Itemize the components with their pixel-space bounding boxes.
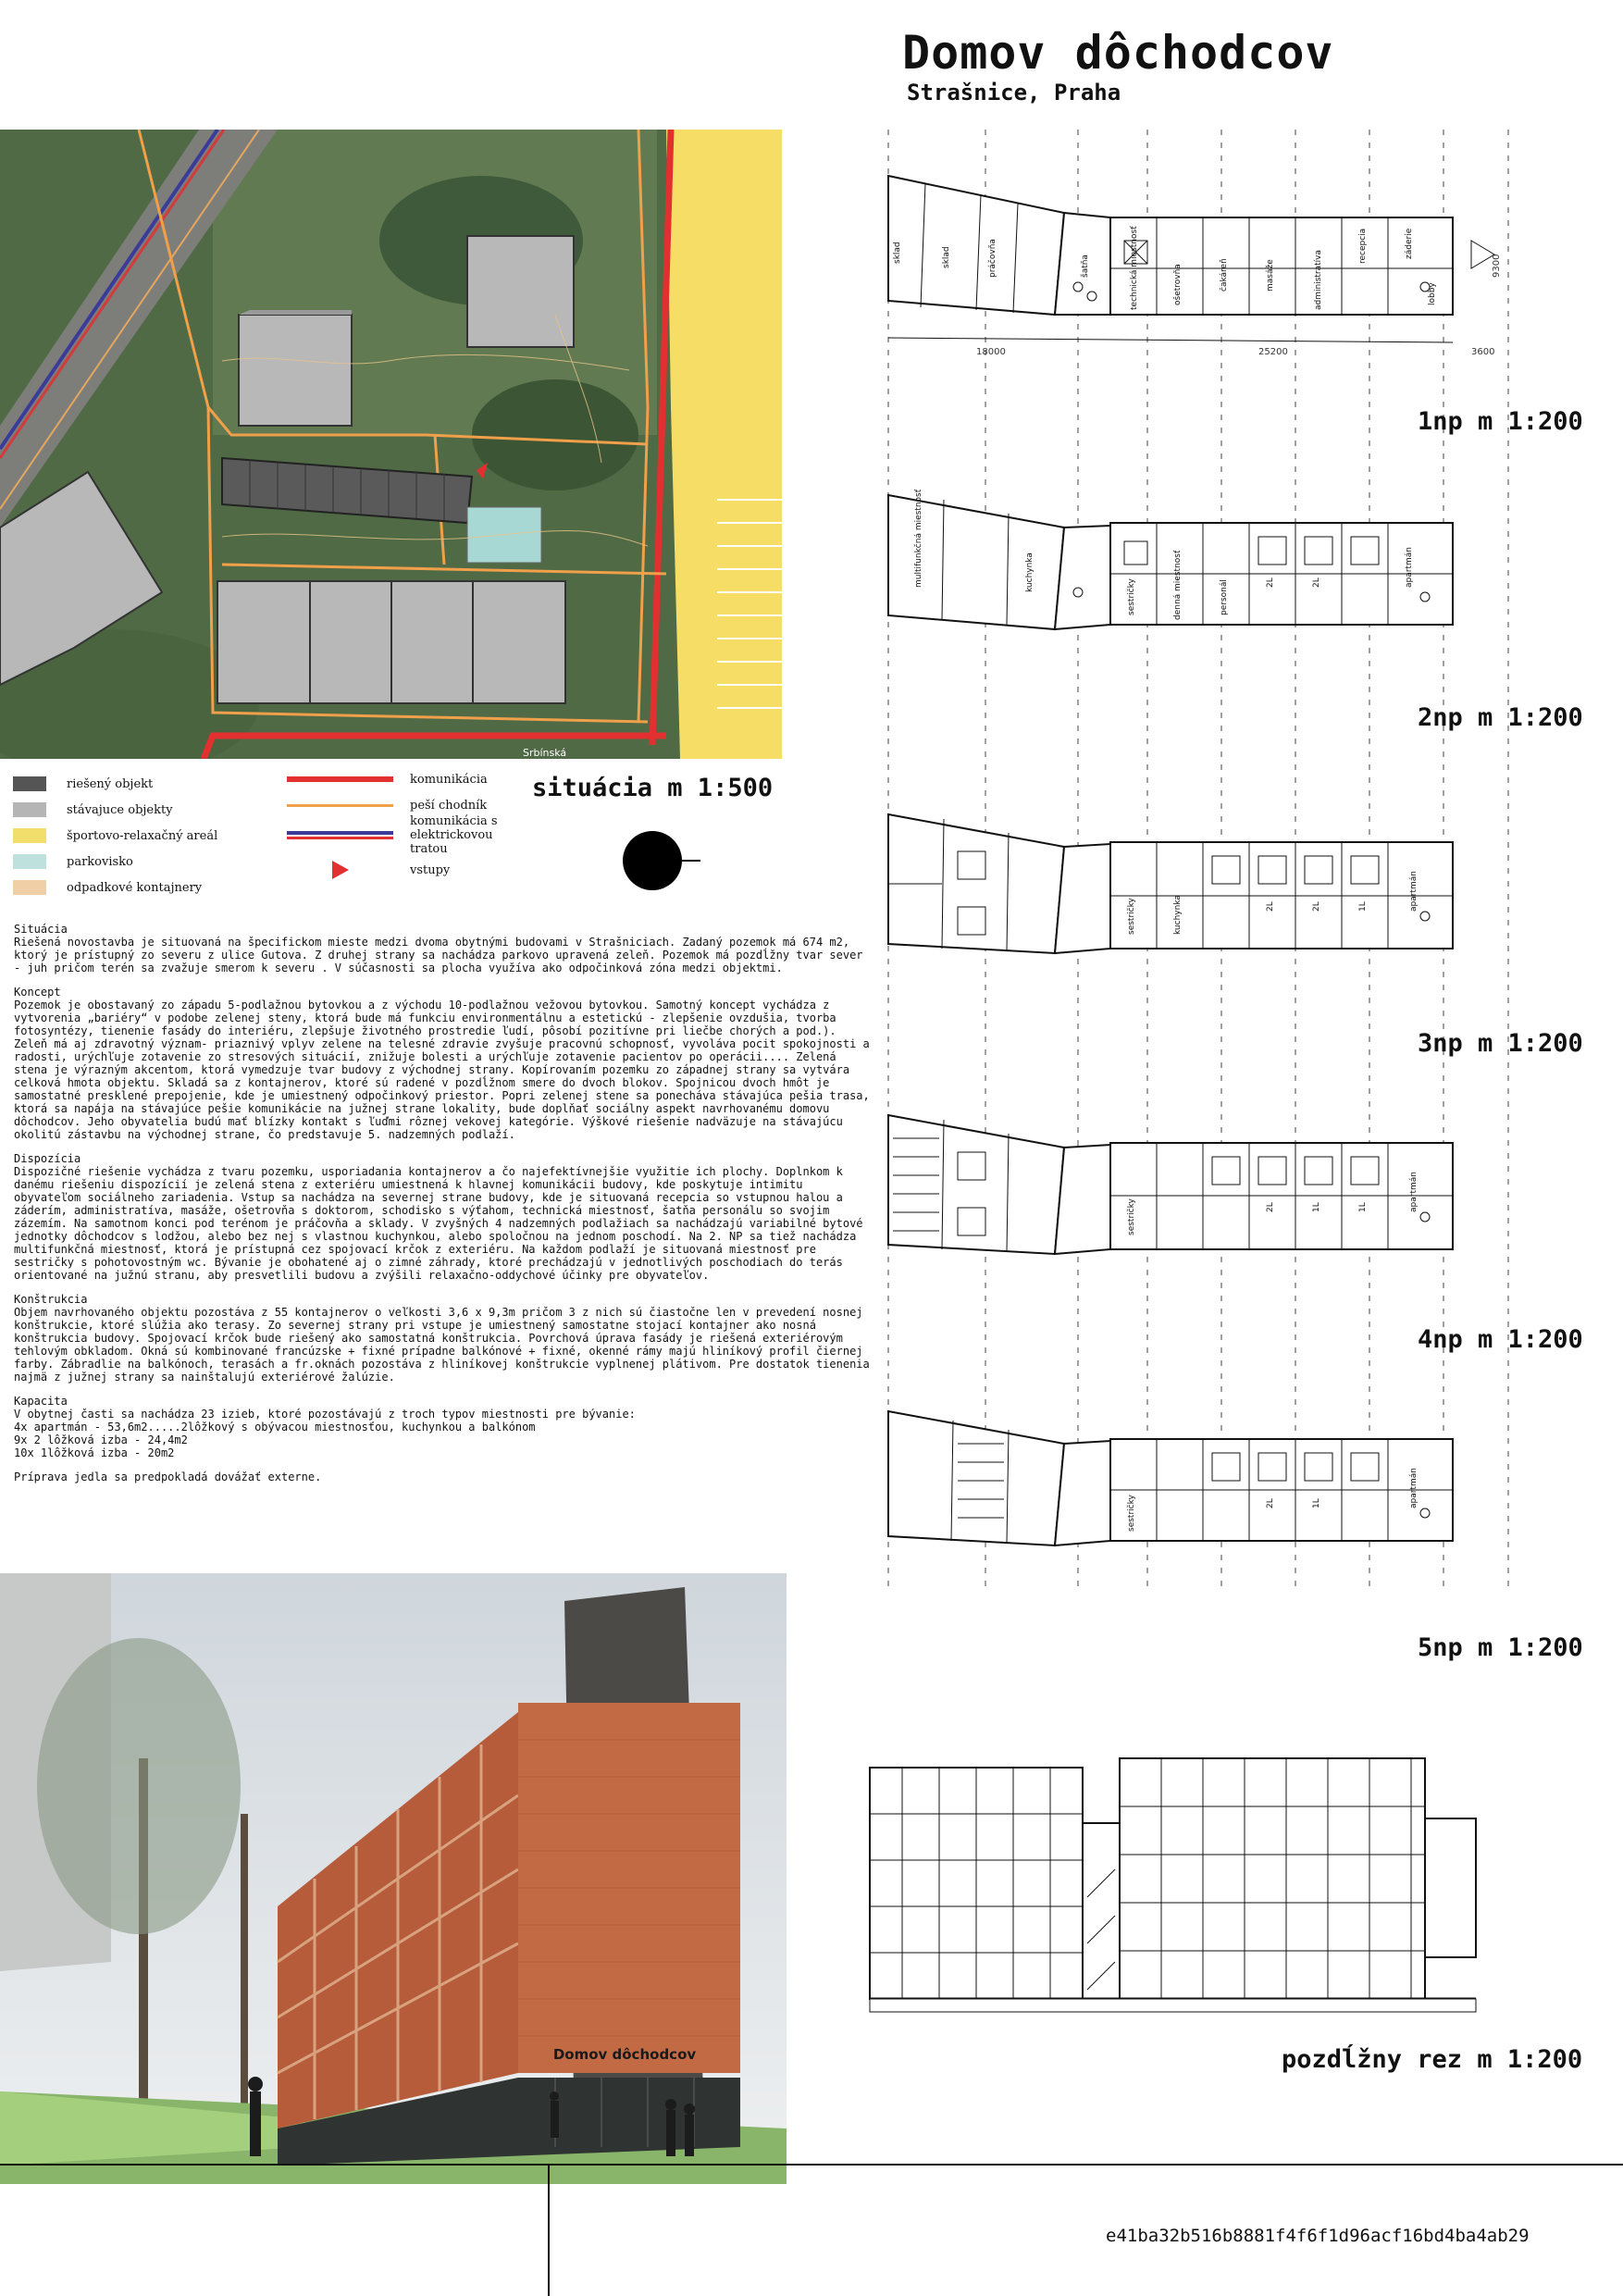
- room-label: apartmán: [1405, 547, 1414, 588]
- section-body: Príprava jedla sa predpokladá dovážať externe.: [14, 1471, 322, 1483]
- capacity-line: 4x apartmán - 53,6m2.....2lôžkový s obývacou miestnosťou, kuchynkou a balkónom: [14, 1421, 536, 1433]
- section-label: pozdĺžny rez m 1:200: [1282, 2045, 1583, 2074]
- site-plan-label: situácia m 1:500: [532, 774, 774, 802]
- existing-building-north: [239, 315, 352, 426]
- section-body: Riešená novostavba je situovaná na špecifickom mieste medzi dvoma obytnými budovami v Strašniciach. Zadaný pozemok má 674 m2, ktorý je prístupný zo severu z ulice Gutova. Z druhej strany sa nachádza parkovo upravená zeleň. Pozemok má pozdĺžny tvar sever - juh pričom terén sa zvažuje smerom k severu . V súčasnosti sa plocha využíva ako odpočinková zóna medzi objektmi.: [14, 936, 863, 974]
- room-label: technická miestnosť: [1130, 226, 1139, 310]
- room-label: sestričky: [1127, 1198, 1136, 1235]
- tram-line-swatch: [287, 831, 393, 839]
- section-heading: Konštrukcia: [14, 1293, 88, 1306]
- room-label: 2L: [1266, 901, 1275, 912]
- site-plan-map: [0, 130, 782, 759]
- plan-1np: [888, 176, 1494, 342]
- room-label: sklad: [942, 246, 951, 268]
- plan-label-3np: 3np m 1:200: [1418, 1029, 1583, 1058]
- section-body: Dispozičné riešenie vychádza z tvaru pozemku, usporiadania kontajnerov a čo najefektívnejšie využitie ich plochy. Doplnkom k danému riešeniu dispozícií je zelená stena z exteriéru umiestnená k hlavnej komunikácii budovy, kde poskytuje intimitu obyvateľom sociálneho zariadenia. Vstup sa nachádza na severnej strane budovy, kde je situovaná recepcia so vstupnou halou a záderím, administratíva, masáže, ošetrovňa s doktorom, schodisko s výťahom, technická miestnosť, šatňa personálu so svojim zázemím. Na samotnom konci pod terénom je práčovňa a sklady. V zvyšných 4 nadzemných podlažiach sa nachádzajú variabilné bytové jednotky dôchodcov s lodžou, alebo bez nej s vlastnou kuchynkou, alebo spoločnou na jednom poschodí. Na 2. NP sa tiež nachádza multifunkčná miestnosť, ktorá je prístupná cez spojovací krčok z exteriéru. Na každom podlaží je situovaná miestnosť pre sestričky s pohotovostným wc. Bývanie je obohatené aj o zimné záhrady, ktoré prechádzajú v jednotlivých poschodiach do terás orientované na južnú stranu, aby presvetlili budovu a zvýšili relaxačno-oddychové účinky pre obyvateľov.: [14, 1165, 863, 1282]
- plan-4np: [888, 1115, 1453, 1254]
- room-label: administratíva: [1314, 249, 1323, 310]
- room-label: 1L: [1312, 1202, 1321, 1212]
- room-label: sestričky: [1127, 578, 1136, 615]
- legend-label: riešený objekt: [67, 776, 154, 791]
- dimension-label: 9300: [1492, 254, 1502, 278]
- room-label: šatňa: [1081, 254, 1090, 278]
- entrance-swatch: [287, 861, 393, 879]
- legend-label: komunikácia s elektrickovou tratou: [410, 813, 498, 856]
- room-label: 2L: [1312, 901, 1321, 912]
- room-label: záderie: [1405, 228, 1414, 259]
- legend-item: [287, 813, 521, 856]
- building-sign: Domov dôchodcov: [552, 2046, 697, 2063]
- legend-right: [287, 766, 521, 883]
- legend-label: vstupy: [410, 863, 451, 877]
- longitudinal-section: [865, 1740, 1494, 2017]
- room-label: 1L: [1358, 901, 1368, 912]
- existing-building-south-4: [473, 581, 565, 703]
- page-subtitle: Strašnice, Praha: [907, 80, 1121, 105]
- plan-label-2np: 2np m 1:200: [1418, 703, 1583, 732]
- legend-label: športovo-relaxačný areál: [67, 828, 218, 843]
- room-label: sestričky: [1127, 898, 1136, 935]
- legend-label: stávajuce objekty: [67, 802, 173, 817]
- capacity-line: 10x 1lôžková izba - 20m2: [14, 1446, 175, 1459]
- legend-item: [13, 823, 217, 849]
- room-label: kuchynka: [1173, 895, 1183, 935]
- room-label: personál: [1220, 579, 1229, 615]
- capacity-line: V obytnej časti sa nachádza 23 izieb, ktoré pozostávajú z troch typov miestnosti pre bývanie:: [14, 1408, 636, 1421]
- room-label: apartmán: [1409, 871, 1419, 912]
- legend-left: [13, 771, 217, 900]
- section-body: Pozemok je obostavaný zo západu 5-podlažnou bytovkou a z východu 10-podlažnou vežovou bytovkou. Samotný koncept vychádza z vytvorenia „bariéry“ v podobe zelenej steny, ktorá bude má funkciu environmentálnu a estetickú - zlepšenie ovzdušia, tvorba fotosyntézy, tienenie fasády do interiéru, zlepšuje životného prostredie ľudí, pôsobí pozitívne pri liečbe chorých a pod.). Zeleň má aj zdravotný význam- priaznivý vplyv zelene na telesné zdravie zvyšuje pracovnú schopnosť, vyvoláva pocit spokojnosti a radosti, urýchľuje zotavenie zo stresových situácií, znižuje bolesti a urýchľuje zotavenie pacientov po operácii.... Zelená stena je výrazným akcentom, ktorá vymedzuje tvar budovy z východnej strany. Kopírovaním pozemku zo západnej strany sa vytvára celková hmota objektu. Skladá sa z kontajnerov, ktoré sú radené v pozdĺžnom smere do dvoch blokov. Spojnicou dvoch hmôt je samostatné presklené prepojenie, kde je umiestnený odpočinkový priestor. Popri zelenej stene sa ponecháva stávajúca pešia trasa, ktorá sa napája na stávajúce pešie komunikácie na južnej strane lokality, bude doplňať sociálny aspekt navrhovanému domovu dôchodcov. Jeho obyvatelia budú mať blízky kontakt s ľuďmi rôznej vekovej kategórie. Výškové riešenie nadväzuje na stávajúcu okolitú zástavbu na východnej strane, čo predstavuje 5. nadzemných podlaží.: [14, 999, 870, 1141]
- legend-swatch: [13, 854, 46, 869]
- section-heading: Koncept: [14, 986, 61, 999]
- room-label: apartmán: [1409, 1172, 1419, 1212]
- legend-swatch: [13, 828, 46, 843]
- road-line-swatch: [287, 776, 393, 782]
- existing-building-northeast: [467, 236, 574, 347]
- legend-label: peší chodník: [410, 798, 488, 813]
- room-label: denná miestnosť: [1173, 550, 1183, 620]
- legend-label: parkovisko: [67, 854, 133, 869]
- render-drawing: [0, 1573, 787, 2184]
- legend-item: [287, 766, 521, 792]
- legend-item: [13, 771, 217, 797]
- entrance-icon: [332, 861, 349, 879]
- footer-vertical-divider: [548, 2164, 550, 2296]
- room-label: apartmán: [1409, 1468, 1419, 1508]
- room-label: 2L: [1266, 1202, 1275, 1212]
- room-label: 1L: [1358, 1202, 1368, 1212]
- section-heading: Situácia: [14, 923, 68, 936]
- room-label: lobby: [1428, 282, 1437, 305]
- section-heading: Kapacita: [14, 1395, 68, 1408]
- room-label: recepcia: [1358, 228, 1368, 264]
- capacity-line: 9x 2 lôžková izba - 24,4m2: [14, 1433, 188, 1446]
- footer-divider: [0, 2164, 1623, 2166]
- footpath-line-swatch: [287, 804, 393, 807]
- room-label: čakáreň: [1220, 258, 1229, 292]
- section-body: Objem navrhovaného objektu pozostáva z 55 kontajnerov o veľkosti 3,6 x 9,3m pričom 3 z nich sú čiastočne len v prevedení nosnej konštrukcie, ktoré slúžia ako terasy. Zo severnej strany pri vstupe je umiestnený samostatne stojací kontajner ako nosná konštrukcia budovy. Spojovací krčok bude riešený ako samostatná konštrukcia. Povrchová úprava fasády je riešená exteriérovým tehlovým obkladom. Okná sú kombinované francúzske + fixné prípadne balkónové + fixné, okenné rámy majú hliníkový profil čiernej farby. Zábradlie na balkónoch, terasách a fr.oknách pozostáva z hliníkovej konštrukcie vyplnenej plátivom. Pre dostatok tienenia najmä z južnej strany sa nainštalujú exteriérové žalúzie.: [14, 1306, 870, 1384]
- room-label: 2L: [1312, 577, 1321, 588]
- site-plan-drawing: [0, 130, 782, 759]
- room-label: kuchynka: [1025, 552, 1035, 592]
- room-label: sestričky: [1127, 1495, 1136, 1532]
- legend-item: [13, 797, 217, 823]
- existing-building-south-2: [310, 581, 391, 703]
- dimension-label: 25200: [1258, 347, 1288, 357]
- room-label: sklad: [893, 242, 902, 264]
- room-label: 2L: [1266, 1498, 1275, 1508]
- legend-swatch: [13, 880, 46, 895]
- plan-label-5np: 5np m 1:200: [1418, 1633, 1583, 1662]
- street-label: Srbínská: [523, 747, 567, 759]
- plan-label-1np: 1np m 1:200: [1418, 407, 1583, 436]
- page-title: Domov dôchodcov: [902, 26, 1334, 80]
- legend-item: [13, 875, 217, 900]
- room-label: 1L: [1312, 1498, 1321, 1508]
- room-label: ošetrovňa: [1173, 264, 1183, 305]
- sports-area: [666, 130, 782, 759]
- north-arrow-icon: [615, 828, 708, 893]
- room-label: práčovňa: [988, 239, 997, 278]
- legend-item: [287, 857, 521, 883]
- plan-label-4np: 4np m 1:200: [1418, 1325, 1583, 1354]
- room-label: masáže: [1266, 259, 1275, 292]
- plan-3np: [888, 814, 1453, 953]
- dimension-label: 3600: [1471, 347, 1495, 357]
- legend-swatch: [13, 802, 46, 817]
- legend-item: [13, 849, 217, 875]
- dimension-label: 18000: [976, 347, 1006, 357]
- room-label: 2L: [1266, 577, 1275, 588]
- legend-swatch: [13, 776, 46, 791]
- plan-5np: [888, 1411, 1453, 1545]
- section-heading: Dispozícia: [14, 1152, 81, 1165]
- existing-building-south-1: [217, 581, 310, 703]
- existing-building-south-3: [391, 581, 473, 703]
- description-text: [14, 923, 870, 1483]
- floor-plans-drawing: [870, 130, 1518, 1592]
- building-render: [0, 1573, 787, 2184]
- legend-label: odpadkové kontajnery: [67, 880, 203, 895]
- plan-2np: [888, 495, 1453, 629]
- footer-hash: e41ba32b516b8881f4f6f1d96acf16bd4ba4ab29: [1106, 2226, 1530, 2246]
- room-label: multifunkčná miestnosť: [914, 489, 923, 588]
- legend-label: komunikácia: [410, 772, 488, 787]
